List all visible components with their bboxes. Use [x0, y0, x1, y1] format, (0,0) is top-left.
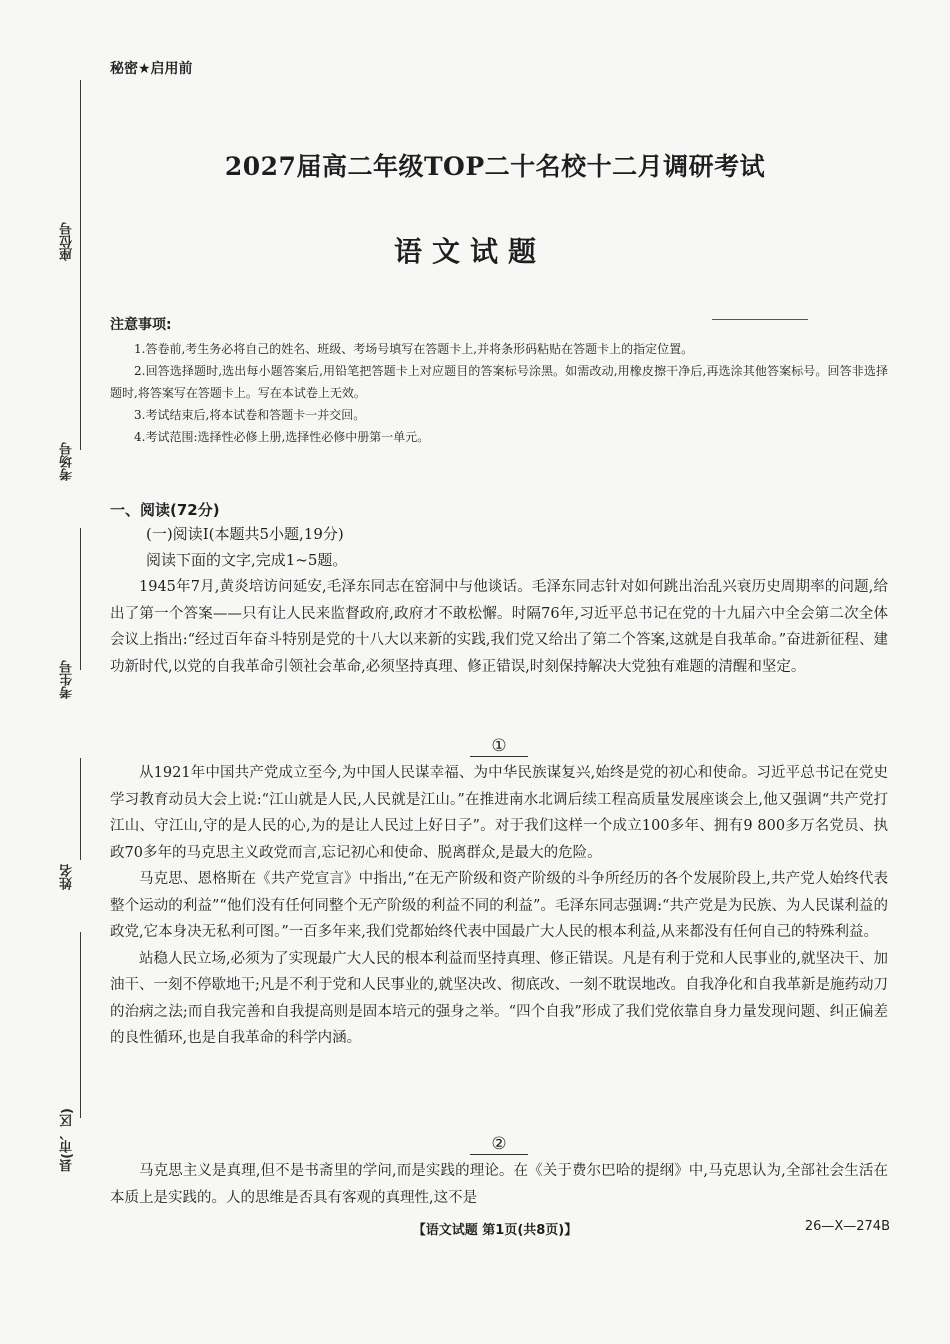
- section-marker-2: ②: [470, 1134, 528, 1155]
- footer-code: 26—X—274B: [804, 1219, 890, 1234]
- passage-part-1: [110, 760, 888, 1052]
- subject-title: 语文试题: [393, 235, 546, 268]
- label-name: 姓名: [60, 864, 75, 890]
- passage-intro: [110, 574, 888, 680]
- part1-paragraph-1: 从1921年中国共产党成立至今,为中国人民谋幸福、为中华民族谋复兴,始终是党的初心和使命。习近平总书记在党史学习教育动员大会上说:“江山就是人民,人民就是江山。”在推进南水北调后续工程高质量发展座谈会上,他又强调“共产党打江山、守江山,守的是人民的心,为的是让人民过上好日子”。对于我们这样一个成立100多年、拥有9 800多万名党员、执政70多年的马克思主义政党而言,忘记初心和使命、脱离群众,是最大的危险。: [110, 765, 888, 861]
- section-marker-1: ①: [470, 736, 528, 757]
- label-seat-number: 座位号: [60, 222, 75, 261]
- section-instruction: 阅读下面的文字,完成1~5题。: [146, 551, 348, 569]
- margin-line-name: [80, 758, 81, 860]
- section-title: 一、阅读(72分): [110, 501, 220, 519]
- passage-intro-paragraph: 1945年7月,黄炎培访问延安,毛泽东同志在窑洞中与他谈话。毛泽东同志针对如何跳出治乱兴衰历史周期率的问题,给出了第一个答案——只有让人民来监督政府,政府才不敢松懈。时隔76年,习近平总书记在党的十九届六中全会第二次全体会议上指出:“经过百年奋斗特别是党的十八大以来新的实践,我们党又给出了第二个答案,这就是自我革命。”奋进新征程、建功新时代,以党的自我革命引领社会革命,必须坚持真理、修正错误,时刻保持解决大党独有难题的清醒和坚定。: [110, 579, 888, 675]
- label-exam-room: 考场号: [60, 442, 75, 481]
- secret-label: 秘密★启用前: [110, 61, 193, 77]
- section-subtitle: (一)阅读Ⅰ(本题共5小题,19分): [146, 525, 344, 543]
- part1-paragraph-2: 马克思、恩格斯在《共产党宣言》中指出,“在无产阶级和资产阶级的斗争所经历的各个发展阶段上,共产党人始终代表整个运动的利益”“他们没有任何同整个无产阶级的利益不同的利益”。毛泽东同志强调:“共产党是为民族、为人民谋利益的政党,它本身决无私利可图。”一百多年来,我们党都始终代表中国最广大人民的根本利益,从来都没有任何自己的特殊利益。: [110, 871, 888, 940]
- notice-item-2: 2.回答选择题时,选出每小题答案后,用铅笔把答题卡上对应题目的答案标号涂黑。如需改动,用橡皮擦干净后,再选涂其他答案标号。回答非选择题时,将答案写在答题卡上。写在本试卷上无效。: [110, 364, 888, 400]
- exam-title: 2027届高二年级TOP二十名校十二月调研考试: [224, 152, 766, 181]
- margin-line-room: [80, 302, 81, 450]
- part2-paragraph-1: 马克思主义是真理,但不是书斋里的学问,而是实践的理论。在《关于费尔巴哈的提纲》中,马克思认为,全部社会生活在本质上是实践的。人的思维是否具有客观的真理性,这不是: [110, 1163, 888, 1206]
- passage-part-2: [110, 1158, 888, 1211]
- margin-line-county: [80, 932, 81, 1118]
- footer-page-info: 【语文试题 第1页(共8页)】: [412, 1223, 578, 1238]
- label-county: 县(市、区): [60, 1108, 75, 1172]
- notice-underline: [712, 319, 808, 320]
- notice-item-4: 4.考试范围:选择性必修上册,选择性必修中册第一单元。: [134, 430, 430, 444]
- margin-line-candidate: [80, 528, 81, 670]
- notice-item-1: 1.答卷前,考生务必将自己的姓名、班级、考场号填写在答题卡上,并将条形码粘贴在答题卡上的指定位置。: [134, 342, 694, 356]
- label-candidate-number: 考生号: [60, 660, 75, 699]
- notice-heading: 注意事项:: [110, 317, 172, 333]
- notice-item-3: 3.考试结束后,将本试卷和答题卡一并交回。: [134, 408, 366, 422]
- part1-paragraph-3: 站稳人民立场,必须为了实现最广大人民的根本利益而坚持真理、修正错误。凡是有利于党和人民事业的,就坚决干、加油干、一刻不停歇地干;凡是不利于党和人民事业的,就坚决改、彻底改、一刻不耽误地改。自我净化和自我革新是施药动刀的治病之法;而自我完善和自我提高则是固本培元的强身之举。“四个自我”形成了我们党依靠自身力量发现问题、纠正偏差的良性循环,也是自我革命的科学内涵。: [110, 950, 888, 1046]
- notice-list: [110, 338, 888, 448]
